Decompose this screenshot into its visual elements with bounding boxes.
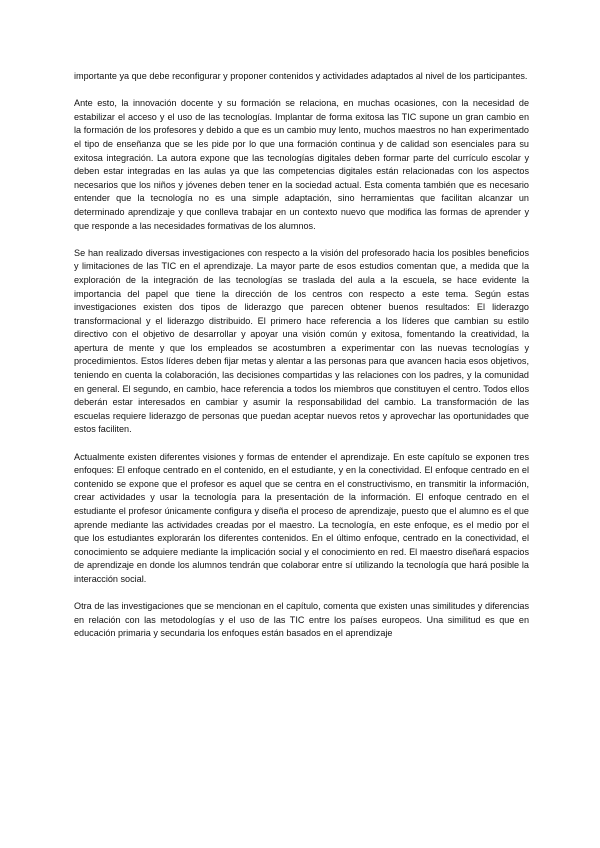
document-body <box>74 70 529 655</box>
paragraph: Se han realizado diversas investigaciones con respecto a la visión del profesorado hacia los posibles beneficios y limitaciones de las TIC en el aprendizaje. La mayor parte de esos estudios comentan que, a medida que la exploración de la integración de las tecnologías se traslada del aula a la escuela, se hace evidente la importancia del papel que tiene la dirección de los centros con respecto a este tema. Según estas investigaciones existen dos tipos de liderazgo que parecen obtener buenos resultados: El liderazgo transformacional y el liderazgo distribuido. El primero hace referencia a los líderes que cambian su estilo directivo con el objetivo de desarrollar y apoyar una visión común y exitosa, fomentando la creatividad, la apertura de mente y que los empleados se acostumbren a experimentar con las nuevas tecnologías y procedimientos. Estos líderes deben fijar metas y alentar a las personas para que avancen hacia esos objetivos, teniendo en cuenta la colaboración, las decisiones compartidas y las relaciones con los padres, y la comunidad en general. El segundo, en cambio, hace referencia a todos los miembros que constituyen el centro. Todos ellos deberán estar interesados en cambiar y asumir la responsabilidad del cambio. La transformación de las escuelas requiere liderazgo de personas que puedan aceptar nuevos retos y aprovechar las oportunidades que estos faciliten. <box>74 247 529 435</box>
paragraph: Ante esto, la innovación docente y su formación se relaciona, en muchas ocasiones, con la necesidad de estabilizar el acceso y el uso de las tecnologías. Implantar de forma exitosa las TIC supone un gran cambio en la formación de los profesores y debido a que es un cambio muy lento, muchos maestros no han experimentado el tipo de enseñanza que se les pide por lo que una formación continua y de calidad son esenciales para su exitosa integración. La autora expone que las tecnologías digitales deben formar parte del currículo escolar y deben estar integradas en las aulas ya que las competencias digitales están relacionadas con los aspectos necesarios que los niños y jóvenes deben tener en la sociedad actual. Esta comenta también que es necesario entender que la tecnología no es una simple adaptación, sino herramientas que facilitan alcanzar un determinado aprendizaje y que conlleva trabajar en un contexto nuevo que modifica las formas de aprender y que responde a las necesidades formativas de los alumnos. <box>74 98 529 231</box>
paragraph: importante ya que debe reconfigurar y proponer contenidos y actividades adaptados al nivel de los participantes. <box>74 71 528 81</box>
paragraph: Otra de las investigaciones que se mencionan en el capítulo, comenta que existen unas similitudes y diferencias en relación con las metodologías y el uso de las TIC entre los países europeos. Una similitud es que en educación primaria y secundaria los enfoques están basados en el aprendizaje <box>74 601 529 639</box>
paragraph: Actualmente existen diferentes visiones y formas de entender el aprendizaje. En este capítulo se exponen tres enfoques: El enfoque centrado en el contenido, en el estudiante, y en la conectividad. El enfoque centrado en el contenido se expone que el profesor es aquel que se centra en el constructivismo, en transmitir la información, crear actividades y usar la tecnología para la presentación de la información. El enfoque centrado en el estudiante el profesor únicamente configura y diseña el proceso de aprendizaje, puesto que el alumno es el que aprende mediante las actividades creadas por el maestro. La tecnología, en este enfoque, es el medio por el que los estudiantes explorarán los diferentes contenidos. En el último enfoque, centrado en la conectividad, el conocimiento se adquiere mediante la implicación social y el conocimiento en red. El maestro diseñará espacios de aprendizaje en donde los alumnos tendrán que colaborar entre sí utilizando la tecnología que hará posible la interacción social. <box>74 451 529 584</box>
